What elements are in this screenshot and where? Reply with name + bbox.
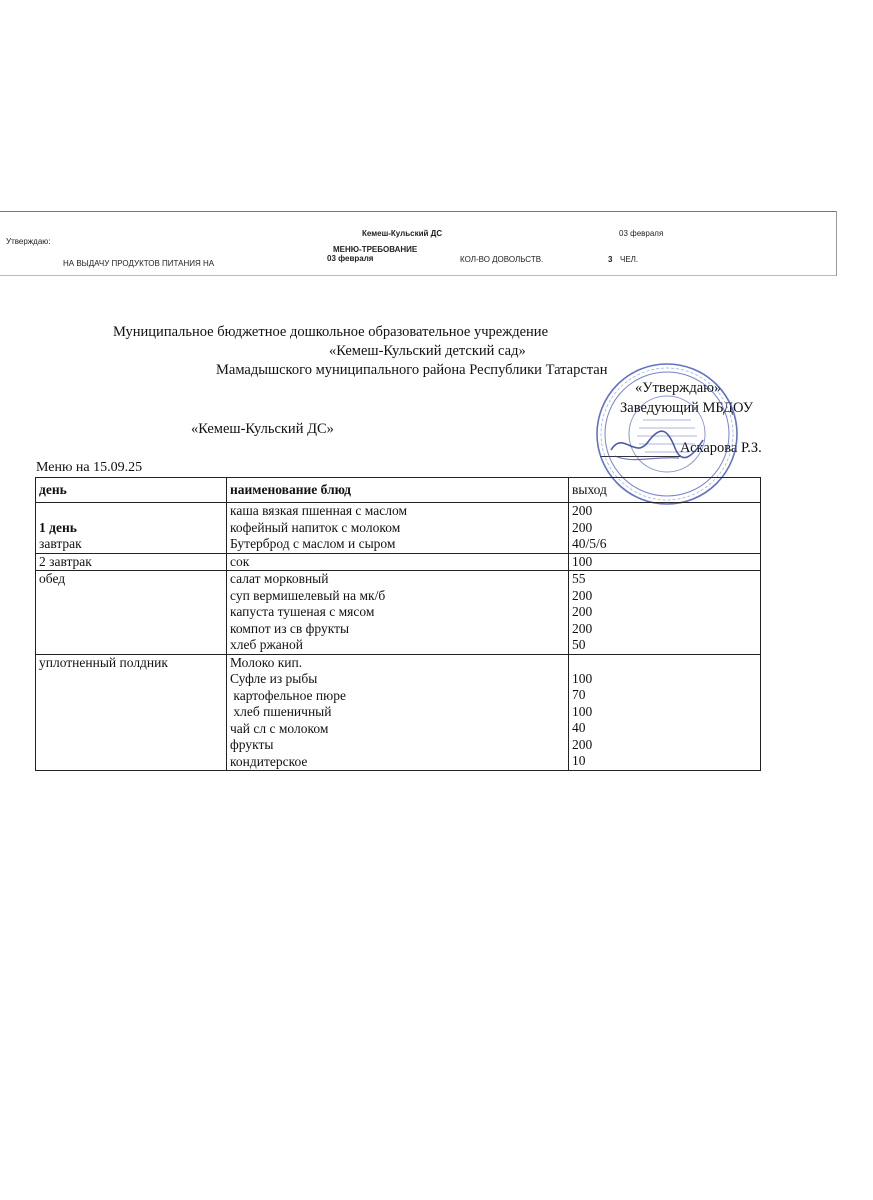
header-dish: наименование блюд xyxy=(227,478,569,503)
org-name: Кемеш-Кульский ДС xyxy=(362,229,443,238)
dish-item: чай сл с молоком xyxy=(230,720,329,736)
dish-item: салат морковный xyxy=(230,571,329,586)
meal-cell xyxy=(36,654,227,771)
yield-value: 40/5/6 xyxy=(572,536,607,551)
yield-value: 50 xyxy=(572,637,586,652)
table-row xyxy=(36,571,761,655)
date-mid: 03 февраля xyxy=(327,254,374,263)
dish-cell xyxy=(227,503,569,554)
menu-table xyxy=(35,477,761,771)
dish-item: суп вермишелевый на мк/б xyxy=(230,587,386,603)
dish-item: сок xyxy=(230,553,250,569)
yield-value: 70 xyxy=(572,687,586,702)
institution-line-3: Мамадышского муниципального района Республики Татарстан xyxy=(216,362,608,378)
meal-cell xyxy=(36,571,227,655)
dish-cell xyxy=(227,553,569,571)
dish-item: компот из св фрукты xyxy=(230,620,350,636)
header-right-rule xyxy=(836,211,837,276)
dish-cell xyxy=(227,571,569,655)
meal-label: завтрак xyxy=(39,536,82,551)
issue-label: НА ВЫДАЧУ ПРОДУКТОВ ПИТАНИЯ НА xyxy=(63,259,215,268)
header-day: день xyxy=(36,478,227,503)
yield-cell xyxy=(569,553,761,571)
yield-cell xyxy=(569,503,761,554)
dish-cell xyxy=(227,654,569,771)
approval-name: Аскарова Р.З. xyxy=(680,440,762,456)
doc-title: МЕНЮ-ТРЕБОВАНИЕ xyxy=(333,245,418,254)
table-header-row xyxy=(36,478,761,503)
approval-position: Заведующий МБДОУ xyxy=(620,400,753,416)
meal-label: уплотненный полдник xyxy=(39,654,168,670)
institution-line-2: «Кемеш-Кульский детский сад» xyxy=(329,343,526,359)
yield-value: 200 xyxy=(572,620,593,636)
table-row xyxy=(36,654,761,771)
yield-value: 10 xyxy=(572,753,586,768)
dish-item: каша вязкая пшенная с маслом xyxy=(230,503,407,518)
header-yield: выход xyxy=(569,478,761,503)
meal-label: 2 завтрак xyxy=(39,553,92,569)
day-label: 1 день xyxy=(39,519,77,535)
meal-cell xyxy=(36,553,227,571)
meal-label: обед xyxy=(39,571,66,586)
dish-item: Молоко кип. xyxy=(230,654,303,670)
yield-cell xyxy=(569,571,761,655)
dish-item: Бутерброд с маслом и сыром xyxy=(230,536,396,551)
yield-value: 200 xyxy=(572,519,593,535)
date-top: 03 февраля xyxy=(619,229,664,238)
yield-value: 55 xyxy=(572,571,586,586)
dish-item: Суфле из рыбы xyxy=(230,671,318,686)
approval-title: «Утверждаю» xyxy=(635,380,722,396)
table-row xyxy=(36,553,761,571)
yield-value: 100 xyxy=(572,703,593,719)
yield-value: 100 xyxy=(572,670,593,686)
yield-value: 40 xyxy=(572,720,586,735)
yield-value: 200 xyxy=(572,587,593,603)
dish-item: хлеб ржаной xyxy=(230,637,303,652)
short-name: «Кемеш-Кульский ДС» xyxy=(191,421,334,437)
approve-label: Утверждаю: xyxy=(6,237,51,246)
table-row xyxy=(36,503,761,554)
dish-item: кондитерское xyxy=(230,753,308,769)
institution-line-1: Муниципальное бюджетное дошкольное образовательное учреждение xyxy=(113,324,548,340)
yield-value: 100 xyxy=(572,553,593,569)
yield-value: 200 xyxy=(572,503,593,518)
dish-item: фрукты xyxy=(230,737,274,752)
yield-value: 200 xyxy=(572,604,593,619)
count-unit: ЧЕЛ. xyxy=(620,255,639,264)
day-cell xyxy=(36,503,227,554)
count-label: КОЛ-ВО ДОВОЛЬСТВ. xyxy=(460,255,544,264)
yield-cell xyxy=(569,654,761,771)
header-top-rule xyxy=(0,211,836,212)
dish-item: кофейный напиток с молоком xyxy=(230,519,401,535)
dish-item: хлеб пшеничный xyxy=(230,704,332,719)
dish-item: капуста тушеная с мясом xyxy=(230,604,375,619)
menu-date: Меню на 15.09.25 xyxy=(36,460,143,475)
count-value: 3 xyxy=(608,255,613,264)
header-bottom-rule xyxy=(0,275,836,276)
dish-item: картофельное пюре xyxy=(230,687,346,703)
yield-value: 200 xyxy=(572,736,593,752)
